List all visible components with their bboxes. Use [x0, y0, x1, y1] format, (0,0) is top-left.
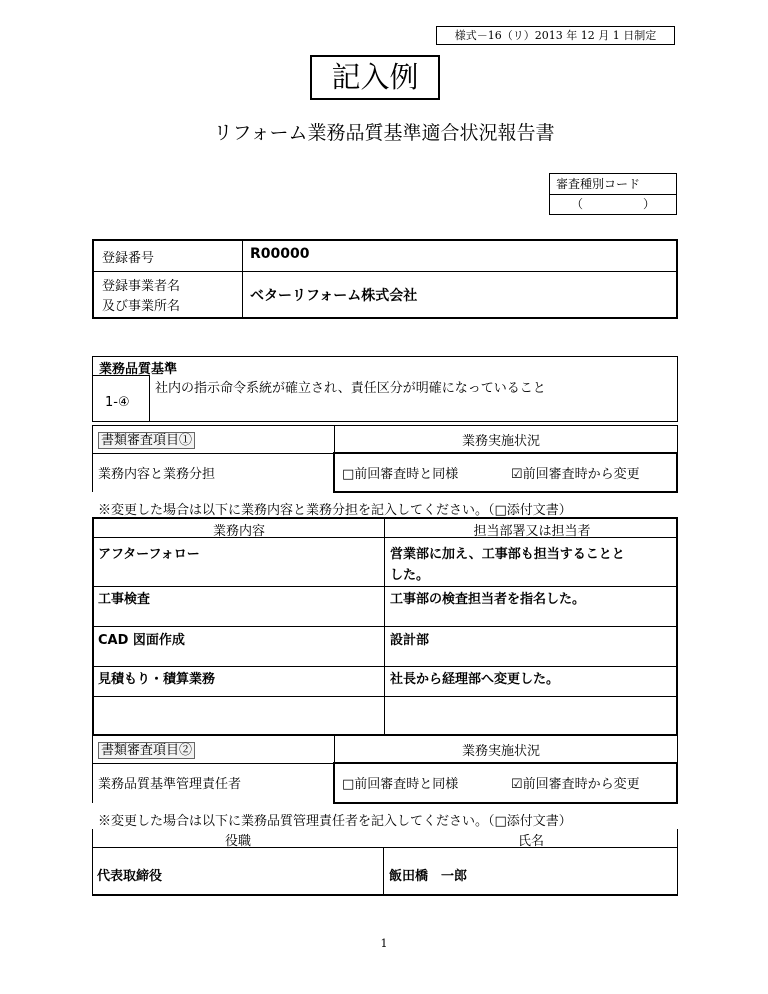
section1-item-label: 書類審査項目①	[98, 429, 195, 448]
section1-status-header: 業務実施状況	[462, 434, 541, 449]
quality-standard-description: 社内の指示命令系統が確立され、責任区分が明確になっていること	[155, 381, 546, 396]
table-row-person: 社長から経理部へ変更した。	[390, 672, 560, 687]
review-code-label: 審査種別コード	[550, 174, 676, 195]
page-number: 1	[380, 937, 388, 950]
table-row-content: 工事検査	[98, 592, 151, 607]
table-row-person-cont: した。	[390, 568, 430, 583]
review-code-value: （ ）	[570, 197, 655, 211]
registration-number-label: 登録番号	[102, 251, 155, 266]
review-code-box	[549, 173, 677, 215]
table-row-person: 設計部	[390, 633, 430, 648]
section2-option-changed[interactable]: ☑前回審査時から変更	[511, 777, 640, 792]
table-row-person: 営業部に加え、工事部も担当することと	[390, 547, 625, 562]
section1-note: ※変更した場合は以下に業務内容と業務分担を記入してください。（□添付文書）	[98, 503, 572, 518]
table-row-content: CAD 図面作成	[98, 633, 185, 648]
sample-label: 記入例	[310, 55, 440, 100]
document-title: リフォーム業務品質基準適合状況報告書	[213, 122, 555, 144]
section1-option-same[interactable]: □前回審査時と同様	[342, 467, 459, 482]
manager-role: 代表取締役	[97, 869, 163, 884]
col-content-header: 業務内容	[212, 524, 265, 539]
col-name-header: 氏名	[517, 834, 544, 849]
quality-standard-code: 1-④	[105, 395, 130, 410]
registration-table	[92, 239, 678, 319]
section2-note: ※変更した場合は以下に業務品質管理責任者を記入してください。（□添付文書）	[98, 814, 572, 829]
quality-standard-heading: 業務品質基準	[99, 362, 178, 377]
section2-item-name: 業務品質基準管理責任者	[98, 777, 242, 792]
business-name-value: ベターリフォーム株式会社	[250, 288, 418, 304]
manager-name: 飯田橋 一郎	[389, 869, 468, 884]
table-row-person: 工事部の検査担当者を指名した。	[390, 592, 586, 607]
section1-option-changed[interactable]: ☑前回審査時から変更	[511, 467, 640, 482]
section2-status-header: 業務実施状況	[462, 744, 541, 759]
col-person-header: 担当部署又は担当者	[473, 524, 591, 539]
section2-table	[92, 829, 678, 896]
section2-option-same[interactable]: □前回審査時と同様	[342, 777, 459, 792]
section1-table	[92, 517, 678, 736]
table-row-content: アフターフォロー	[98, 547, 200, 562]
col-role-header: 役職	[224, 834, 251, 849]
section1-item-name: 業務内容と業務分担	[98, 467, 216, 482]
registration-number-value: R00000	[250, 246, 310, 262]
section2-item-label: 書類審査項目②	[98, 739, 195, 758]
business-label-1: 登録事業者名	[102, 279, 181, 294]
table-row-content: 見積もり・積算業務	[98, 672, 216, 687]
form-number: 様式－16（リ）2013 年 12 月 1 日制定	[436, 26, 675, 45]
quality-standard-box	[92, 356, 678, 422]
business-label-2: 及び事業所名	[102, 299, 181, 314]
